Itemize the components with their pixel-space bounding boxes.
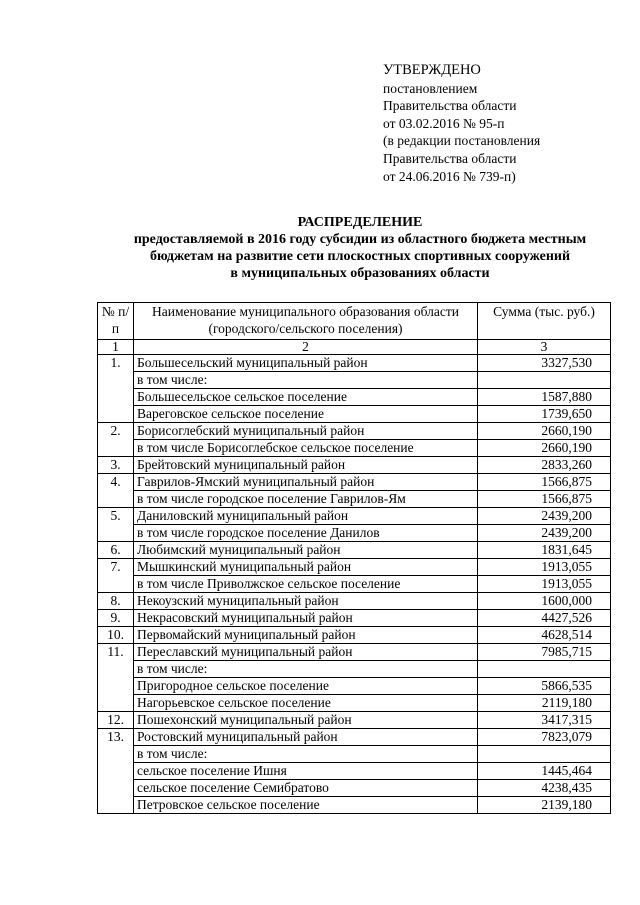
row-sum: 7985,715	[478, 644, 611, 661]
row-sum: 1739,650	[478, 406, 611, 423]
row-name: Большесельский муниципальный район	[134, 355, 478, 372]
approval-line: постановлением	[383, 80, 478, 96]
table-row	[98, 627, 611, 644]
row-sum: 1913,055	[478, 559, 611, 576]
row-sum: 2439,200	[478, 525, 611, 542]
table-row	[98, 457, 611, 474]
table-row	[98, 780, 611, 797]
row-sum: 7823,079	[478, 729, 611, 746]
table-row	[98, 491, 611, 508]
row-sum: 4238,435	[478, 780, 611, 797]
row-sum: 4628,514	[478, 627, 611, 644]
table-row	[98, 644, 611, 661]
row-number: 1.	[98, 355, 134, 423]
row-name: Первомайский муниципальный район	[134, 627, 478, 644]
table-row	[98, 610, 611, 627]
table-row	[98, 712, 611, 729]
row-name: в том числе Приволжское сельское поселение	[134, 576, 478, 593]
row-sum: 2439,200	[478, 508, 611, 525]
row-name: в том числе городское поселение Данилов	[134, 525, 478, 542]
row-sum: 5866,535	[478, 678, 611, 695]
row-name: Даниловский муниципальный район	[134, 508, 478, 525]
table-row	[98, 576, 611, 593]
row-name: Мышкинский муниципальный район	[134, 559, 478, 576]
row-number: 6.	[98, 542, 134, 559]
row-number: 13.	[98, 729, 134, 814]
row-name: Большесельское сельское поселение	[134, 389, 478, 406]
approval-heading: УТВЕРЖДЕНО	[383, 62, 481, 78]
approval-line: от 24.06.2016 № 739-п)	[383, 168, 516, 184]
row-name: Гаврилов-Ямский муниципальный район	[134, 474, 478, 491]
row-name: Ростовский муниципальный район	[134, 729, 478, 746]
title-line: в муниципальных образованиях области	[230, 266, 490, 281]
row-name: Петровское сельское поселение	[134, 797, 478, 814]
row-sum	[478, 372, 611, 389]
row-sum: 1566,875	[478, 491, 611, 508]
row-number: 12.	[98, 712, 134, 729]
row-name: в том числе:	[134, 746, 478, 763]
row-name: сельское поселение Ишня	[134, 763, 478, 780]
approval-line: от 03.02.2016 № 95-п	[383, 115, 505, 131]
row-name: Борисоглебский муниципальный район	[134, 423, 478, 440]
table-body	[98, 355, 611, 814]
row-sum: 4427,526	[478, 610, 611, 627]
title-line: бюджетам на развитие сети плоскостных спортивных сооружений	[149, 249, 571, 264]
row-number: 4.	[98, 474, 134, 508]
header-num: № п/п	[98, 303, 134, 340]
row-sum: 1587,880	[478, 389, 611, 406]
row-name: в том числе Борисоглебское сельское поселение	[134, 440, 478, 457]
colnum: 3	[478, 340, 611, 355]
row-sum	[478, 661, 611, 678]
row-sum: 1913,055	[478, 576, 611, 593]
approval-line: (в редакции постановления	[383, 133, 541, 149]
table-row	[98, 389, 611, 406]
row-number: 7.	[98, 559, 134, 593]
row-name: сельское поселение Семибратово	[134, 780, 478, 797]
row-name: в том числе:	[134, 661, 478, 678]
table-header-row	[98, 303, 611, 340]
colnum: 2	[134, 340, 478, 355]
row-number: 3.	[98, 457, 134, 474]
table-row	[98, 508, 611, 525]
row-name: Некоузский муниципальный район	[134, 593, 478, 610]
row-name: в том числе городское поселение Гаврилов-Ям	[134, 491, 478, 508]
table-row	[98, 474, 611, 491]
row-sum: 2660,190	[478, 440, 611, 457]
row-sum: 2119,180	[478, 695, 611, 712]
row-number: 2.	[98, 423, 134, 457]
approval-line: Правительства области	[383, 98, 517, 114]
title-line: РАСПРЕДЕЛЕНИЕ	[297, 215, 423, 230]
title-line: предоставляемой в 2016 году субсидии из областного бюджета местным	[133, 232, 587, 247]
table-row	[98, 542, 611, 559]
row-sum: 2833,260	[478, 457, 611, 474]
table-row	[98, 746, 611, 763]
row-sum	[478, 746, 611, 763]
table-row	[98, 695, 611, 712]
table-row	[98, 678, 611, 695]
table-row	[98, 797, 611, 814]
row-sum: 1445,464	[478, 763, 611, 780]
table-row	[98, 763, 611, 780]
row-sum: 3417,315	[478, 712, 611, 729]
table-row	[98, 423, 611, 440]
row-number: 8.	[98, 593, 134, 610]
row-sum: 1831,645	[478, 542, 611, 559]
row-name: в том числе:	[134, 372, 478, 389]
row-name: Пригородное сельское поселение	[134, 678, 478, 695]
row-sum: 1600,000	[478, 593, 611, 610]
table-row	[98, 372, 611, 389]
table-row	[98, 355, 611, 372]
row-number: 10.	[98, 627, 134, 644]
table-row	[98, 559, 611, 576]
approval-stamp	[383, 62, 623, 185]
row-sum: 1566,875	[478, 474, 611, 491]
row-number: 11.	[98, 644, 134, 712]
header-sum: Сумма (тыс. руб.)	[478, 303, 611, 340]
row-name: Любимский муниципальный район	[134, 542, 478, 559]
row-name: Некрасовский муниципальный район	[134, 610, 478, 627]
colnum: 1	[98, 340, 134, 355]
table-row	[98, 729, 611, 746]
header-name: Наименование муниципального образования области (городского/сельского поселения)	[134, 303, 478, 340]
row-sum: 3327,530	[478, 355, 611, 372]
table-row	[98, 406, 611, 423]
column-numbers-row	[98, 340, 611, 355]
document-title	[60, 214, 640, 282]
row-name: Нагорьевское сельское поселение	[134, 695, 478, 712]
approval-line: Правительства области	[383, 150, 517, 166]
row-number: 5.	[98, 508, 134, 542]
row-sum: 2660,190	[478, 423, 611, 440]
row-name: Брейтовский муниципальный район	[134, 457, 478, 474]
row-name: Пошехонский муниципальный район	[134, 712, 478, 729]
row-name: Вареговское сельское поселение	[134, 406, 478, 423]
row-sum: 2139,180	[478, 797, 611, 814]
subsidy-table	[97, 302, 611, 814]
table-row	[98, 440, 611, 457]
row-number: 9.	[98, 610, 134, 627]
table-row	[98, 525, 611, 542]
row-name: Переславский муниципальный район	[134, 644, 478, 661]
table-row	[98, 661, 611, 678]
table-row	[98, 593, 611, 610]
